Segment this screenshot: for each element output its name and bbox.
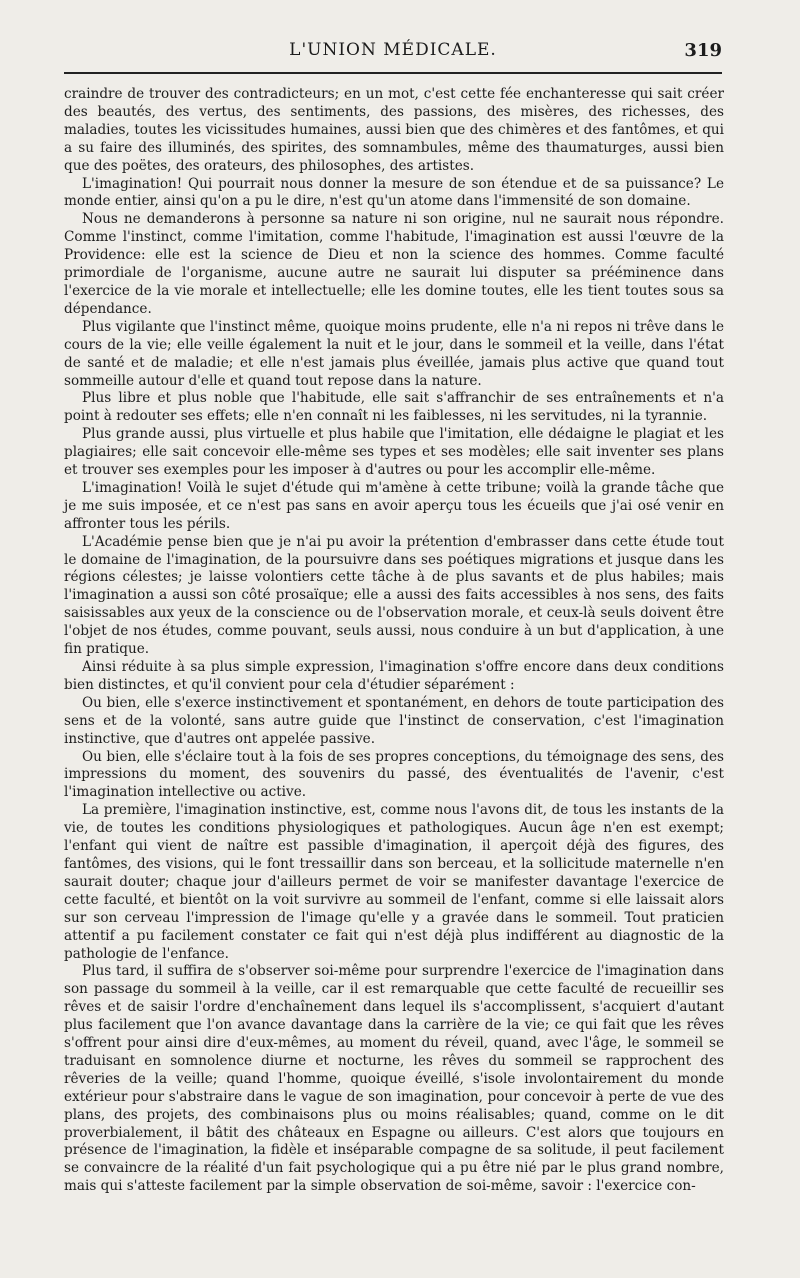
- paragraph: L'imagination! Voilà le sujet d'étude qui m'amène à cette tribune; voilà la grande tâche que je me suis imposée, et ce n'est pas sans en avoir aperçu tous les écueils que j'ai osé venir en affronter tous les périls.: [64, 479, 724, 532]
- paragraph: Ou bien, elle s'éclaire tout à la fois de ses propres conceptions, du témoignage des sens, des impressions du moment, des souvenirs du passé, des éventualités de l'avenir, c'est l'imagination intellective ou active.: [64, 748, 724, 801]
- page-header: [64, 40, 722, 70]
- paragraph: L'Académie pense bien que je n'ai pu avoir la prétention d'embrasser dans cette étude tout le domaine de l'imagination, de la poursuivre dans ses poétiques migrations et jusque dans les régions célestes; je laisse volontiers cette tâche à de plus savants et de plus habiles; mais l'imagination a aussi son côté prosaïque; elle a aussi des faits accessibles à nos sens, des faits saisissables aux yeux de la conscience ou de l'observation morale, et ceux-là seuls doivent être l'objet de nos études, comme pouvant, seuls aussi, nous conduire à un but d'application, à une fin pratique.: [64, 533, 724, 658]
- page-number: 319: [684, 40, 722, 61]
- paragraph: craindre de trouver des contradicteurs; en un mot, c'est cette fée enchanteresse qui sait créer des beautés, des vertus, des sentiments, des passions, des misères, des richesses, des maladies, toutes les vicissitudes humaines, aussi bien que des chimères et des fantômes, et qui a su faire des illuminés, des spirites, des somnambules, même des thaumaturges, aussi bien que des poëtes, des orateurs, des philosophes, des artistes.: [64, 86, 724, 174]
- paragraph: Ainsi réduite à sa plus simple expression, l'imagination s'offre encore dans deux conditions bien distinctes, et qu'il convient pour cela d'étudier séparément :: [64, 659, 724, 693]
- paragraph: Nous ne demanderons à personne sa nature ni son origine, nul ne saurait nous répondre. Comme l'instinct, comme l'imitation, comme l'habitude, l'imagination est aussi l'œuvre de la Providence: elle est la science de Dieu et non la science des hommes. Comme faculté primordiale de l'organisme, aucune autre ne saurait lui disputer sa prééminence dans l'exercice de la vie morale et intellectuelle; elle les domine toutes, elle les tient toutes sous sa dépendance.: [64, 211, 724, 317]
- paragraph: Plus tard, il suffira de s'observer soi-même pour surprendre l'exercice de l'imagination dans son passage du sommeil à la veille, car il est remarquable que cette faculté de recueillir ses rêves et de saisir l'ordre d'enchaînement dans lequel ils s'accomplissent, s'acquiert d'autant plus facilement que l'on avance davantage dans la carrière de la vie; ce qui fait que les rêves s'offrent pour ainsi dire d'eux-mêmes, au moment du réveil, quand, avec l'âge, le sommeil se traduisant en somnolence diurne et nocturne, les rêves du sommeil se rapprochent des rêveries de la veille; quand l'homme, quoique éveillé, s'isole involontairement du monde extérieur pour s'abstraire dans le vague de son imagination, pour concevoir à perte de vue des plans, des projets, des combinaisons plus ou moins réalisables; quand, comme on le dit proverbialement, il bâtit des châteaux en Espagne ou ailleurs. C'est alors que toujours en présence de l'imagination, la fidèle et inséparable compagne de sa solitude, il peut facilement se convaincre de la réalité d'un fait psychologique qui a pu être nié par le plus grand nombre, mais qui s'atteste facilement par la simple observation de soi-même, savoir : l'exercice con-: [64, 963, 724, 1195]
- body-text: [64, 86, 724, 1196]
- running-title: L'UNION MÉDICALE.: [289, 40, 497, 60]
- paragraph: Plus grande aussi, plus virtuelle et plus habile que l'imitation, elle dédaigne le plagiat et les plagiaires; elle sait concevoir elle-même ses types et ses modèles; elle sait inventer ses plans et trouver ses exemples pour les imposer à d'autres ou pour les accomplir elle-même.: [64, 426, 724, 479]
- header-rule: [64, 72, 722, 74]
- paragraph: Plus vigilante que l'instinct même, quoique moins prudente, elle n'a ni repos ni trêve dans le cours de la vie; elle veille également la nuit et le jour, dans le sommeil et la veille, dans l'état de santé et de maladie; et elle n'est jamais plus éveillée, jamais plus active que quand tout sommeille autour d'elle et quand tout repose dans la nature.: [64, 318, 724, 389]
- paragraph: Plus libre et plus noble que l'habitude, elle sait s'affranchir de ses entraînements et n'a point à redouter ses effets; elle n'en connaît ni les faiblesses, ni les servitudes, ni la tyrannie.: [64, 390, 724, 425]
- paragraph: La première, l'imagination instinctive, est, comme nous l'avons dit, de tous les instants de la vie, de toutes les conditions physiologiques et pathologiques. Aucun âge n'en est exempt; l'enfant qui vient de naître est passible d'imagination, il aperçoit déjà des figures, des fantômes, des visions, qui le font tressaillir dans son berceau, et la sollicitude maternelle n'en saurait douter; chaque jour d'ailleurs permet de voir se manifester davantage l'exercice de cette faculté, et bientôt on la voit survivre au sommeil de l'enfant, comme si elle laissait alors sur son cerveau l'impression de l'image qu'elle y a gravée dans le sommeil. Tout praticien attentif a pu facilement constater ce fait qui n'est déjà plus indifférent au diagnostic de la pathologie de l'enfance.: [64, 802, 724, 962]
- paragraph: Ou bien, elle s'exerce instinctivement et spontanément, en dehors de toute participation des sens et de la volonté, sans autre guide que l'instinct de conservation, c'est l'imagination instinctive, que d'autres ont appelée passive.: [64, 694, 724, 747]
- paragraph: L'imagination! Qui pourrait nous donner la mesure de son étendue et de sa puissance? Le monde entier, ainsi qu'on a pu le dire, n'est qu'un atome dans l'immensité de son domaine.: [64, 175, 724, 210]
